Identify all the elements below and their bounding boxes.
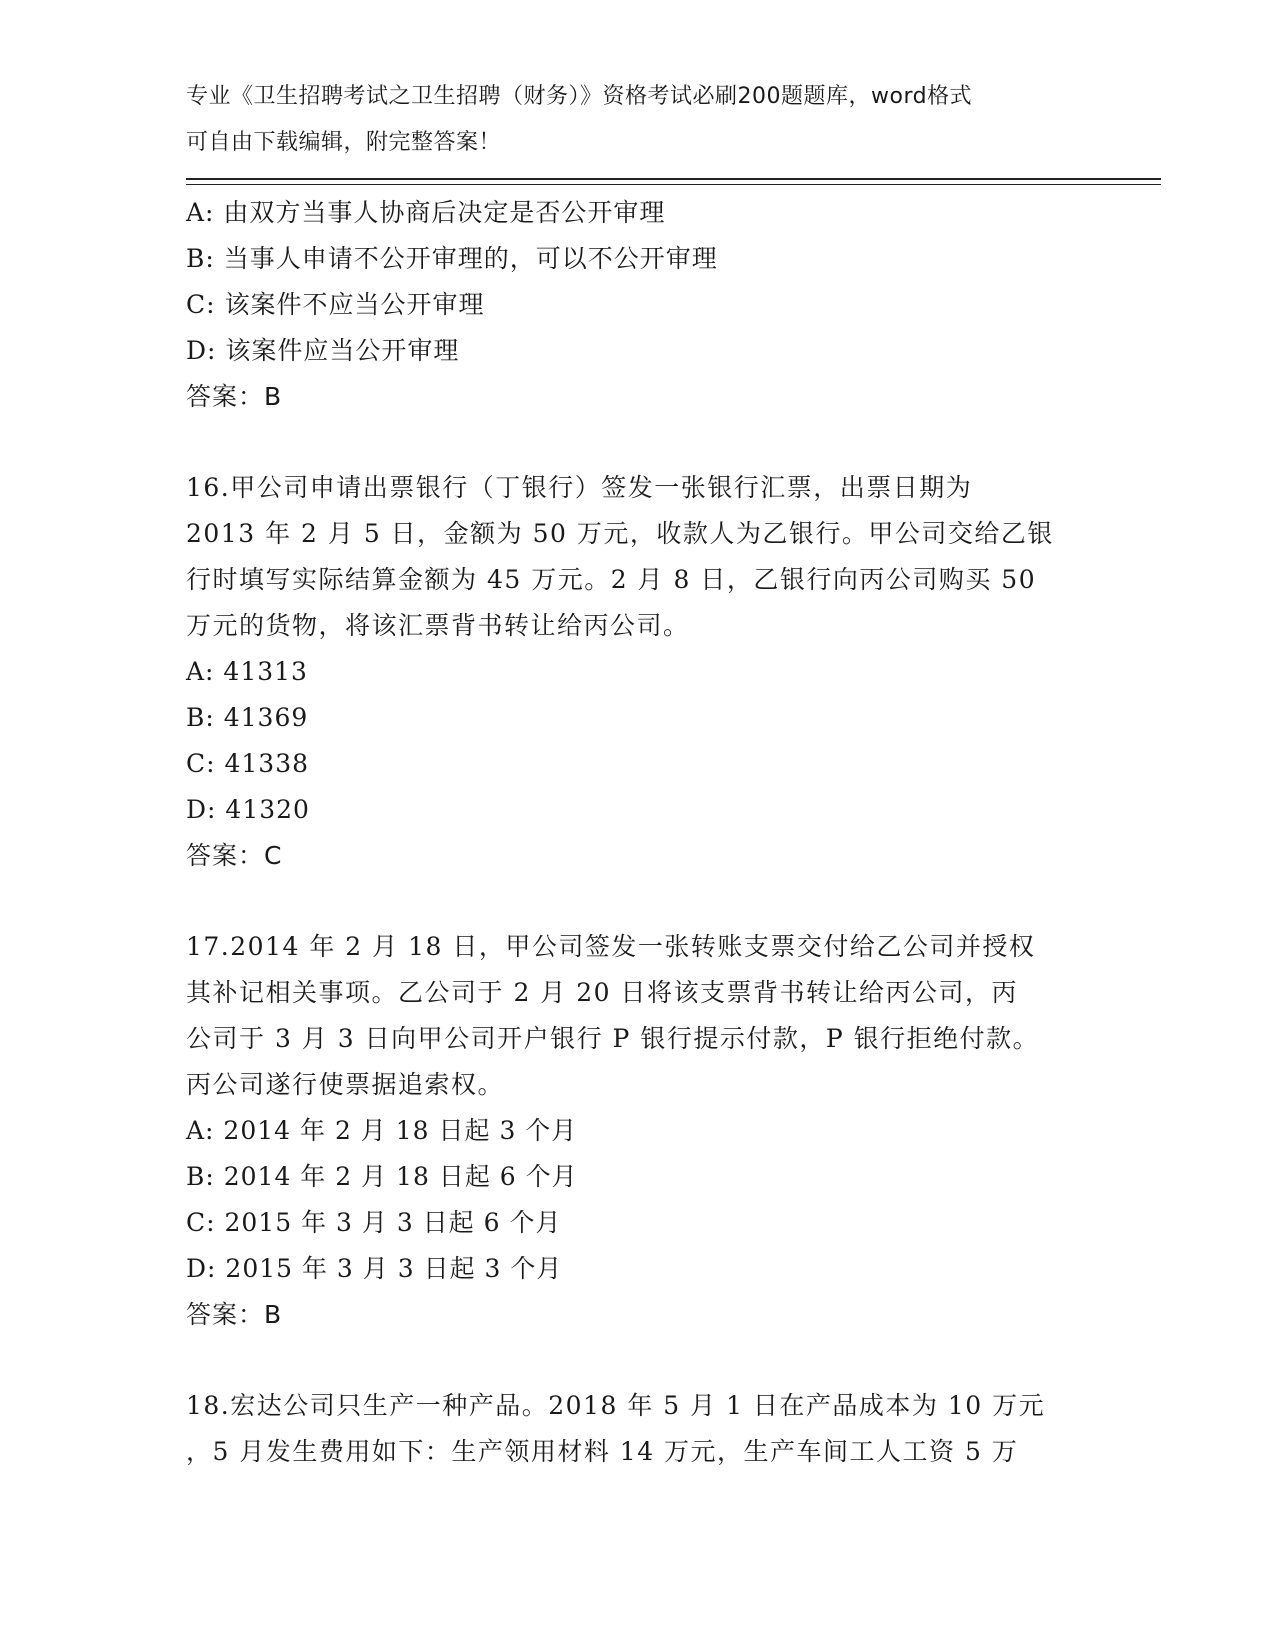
option-a: A: 2014 年 2 月 18 日起 3 个月 — [186, 1116, 578, 1145]
question-text-line: 公司于 3 月 3 日向甲公司开户银行 P 银行提示付款，P 银行拒绝付款。 — [186, 1024, 1040, 1053]
option-d: D: 该案件应当公开审理 — [186, 336, 460, 365]
question-text-line: 行时填写实际结算金额为 45 万元。2 月 8 日，乙银行向丙公司购买 50 — [186, 565, 1037, 594]
option-b: B: 当事人申请不公开审理的，可以不公开审理 — [186, 244, 718, 273]
question-content — [186, 190, 1086, 1475]
question-text-line: 万元的货物，将该汇票背书转让给丙公司。 — [186, 611, 690, 640]
option-c: C: 2015 年 3 月 3 日起 6 个月 — [186, 1208, 562, 1237]
question-16-block — [186, 465, 1086, 879]
question-text-line: 2013 年 2 月 5 日，金额为 50 万元，收款人为乙银行。甲公司交给乙银 — [186, 519, 1054, 548]
header-title-line-1: 专业《卫生招聘考试之卫生招聘（财务）》资格考试必刷200题题库，word格式 — [186, 84, 973, 109]
answer-line: 答案：B — [186, 382, 283, 411]
option-d: D: 2015 年 3 月 3 日起 3 个月 — [186, 1254, 563, 1283]
question-text-line: 17.2014 年 2 月 18 日，甲公司签发一张转账支票交付给乙公司并授权 — [186, 932, 1036, 961]
option-d: D: 41320 — [186, 795, 310, 824]
question-text-line: 丙公司遂行使票据追索权。 — [186, 1070, 505, 1099]
option-a: A: 由双方当事人协商后决定是否公开审理 — [186, 198, 666, 227]
option-c: C: 该案件不应当公开审理 — [186, 290, 485, 319]
document-header — [186, 74, 1086, 166]
answer-line: 答案：C — [186, 841, 283, 870]
question-text-line: 18.宏达公司只生产一种产品。2018 年 5 月 1 日在产品成本为 10 万元 — [186, 1391, 1046, 1420]
option-b: B: 41369 — [186, 703, 309, 732]
prev-question-block — [186, 190, 1086, 420]
question-text-line: ，5 月发生费用如下：生产领用材料 14 万元，生产车间工人工资 5 万 — [186, 1437, 1019, 1466]
header-divider-thick — [186, 178, 1161, 180]
question-text-line: 其补记相关事项。乙公司于 2 月 20 日将该支票背书转让给丙公司，丙 — [186, 978, 1019, 1007]
question-text-line: 16.甲公司申请出票银行（丁银行）签发一张银行汇票，出票日期为 — [186, 473, 973, 502]
question-18-block — [186, 1383, 1086, 1475]
header-title-line-2: 可自由下载编辑，附完整答案！ — [186, 130, 502, 155]
option-a: A: 41313 — [186, 657, 308, 686]
option-c: C: 41338 — [186, 749, 310, 778]
answer-line: 答案：B — [186, 1300, 283, 1329]
header-divider-thin — [186, 184, 1161, 185]
option-b: B: 2014 年 2 月 18 日起 6 个月 — [186, 1162, 578, 1191]
question-17-block — [186, 924, 1086, 1338]
